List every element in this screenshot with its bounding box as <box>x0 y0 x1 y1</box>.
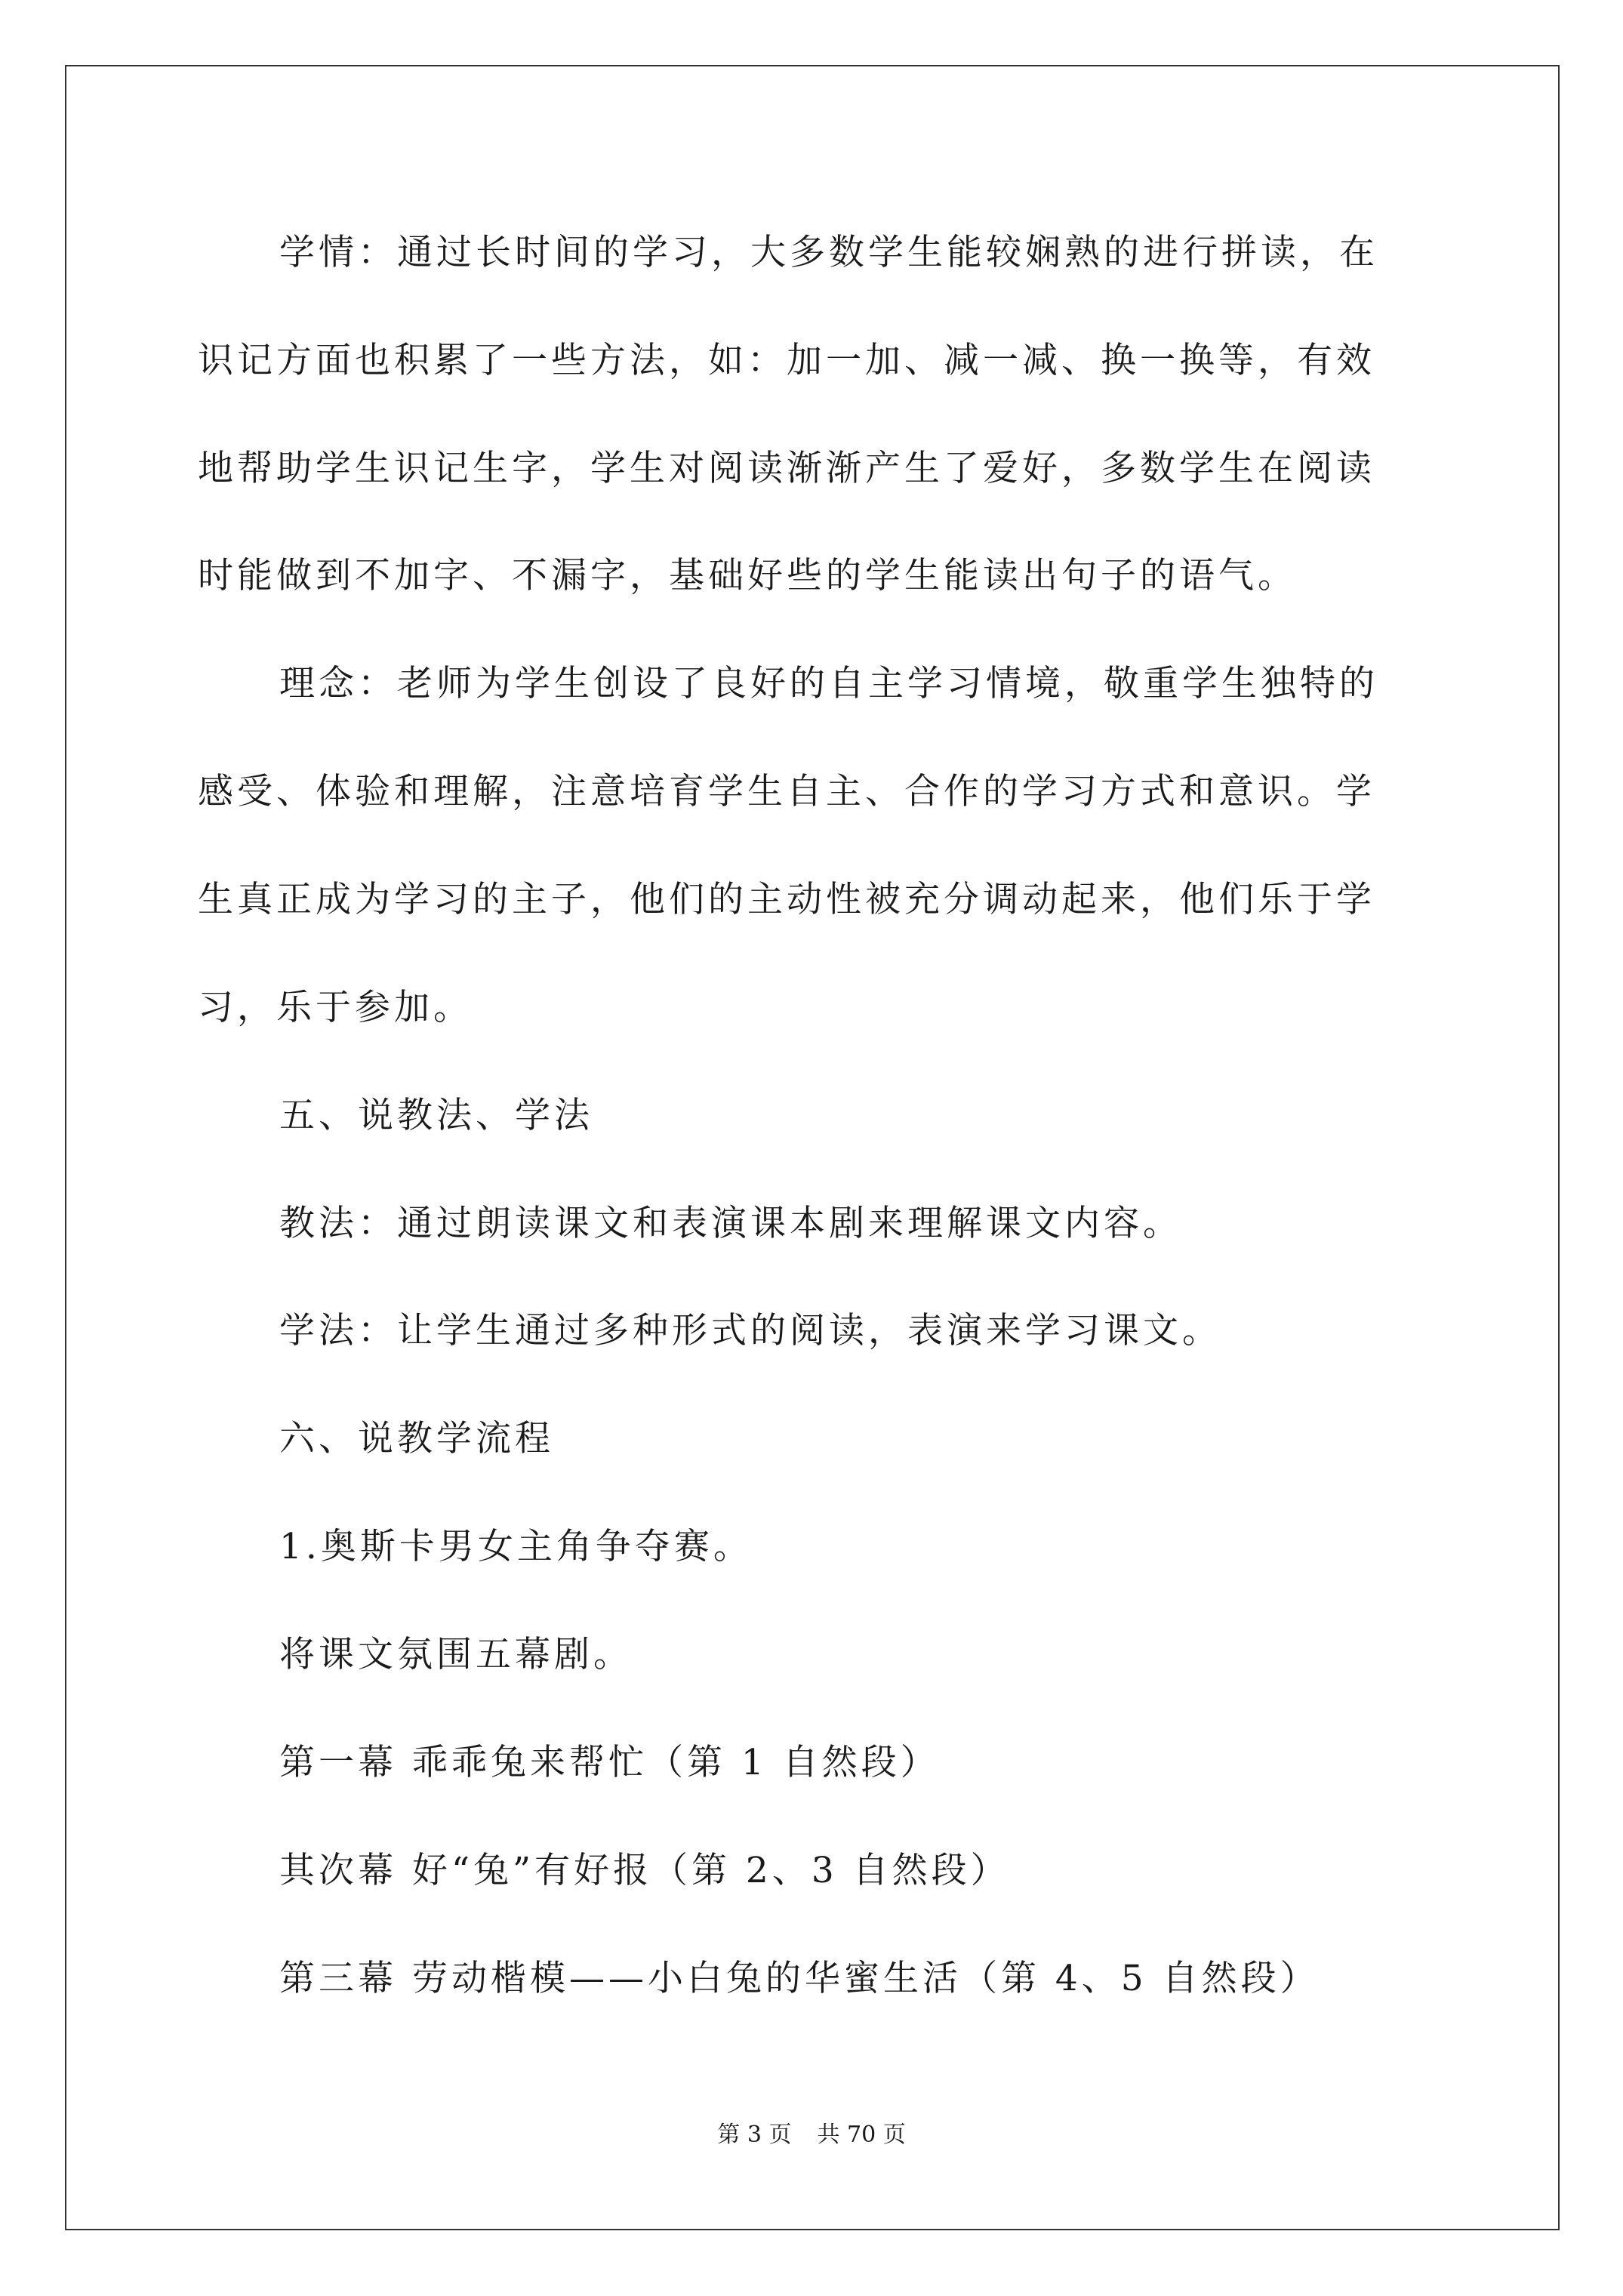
paragraph-linian-line-1: 理念：老师为学生创设了良好的自主学习情境，敬重学生独特的 <box>279 663 1378 704</box>
paragraph-linian-line-3: 生真正成为学习的主子，他们的主动性被充分调动起来，他们乐于学 <box>198 879 1375 920</box>
page-footer <box>0 2120 1623 2150</box>
paragraph-linian-line-4: 习，乐于参加。 <box>198 987 473 1028</box>
teaching-method-text: 教法：通过朗读课文和表演课本剧来理解课文内容。 <box>279 1203 1182 1244</box>
learning-method-text: 学法：让学生通过多种形式的阅读，表演来学习课文。 <box>279 1310 1221 1351</box>
page-border <box>65 65 1560 2230</box>
paragraph-xueqing-line-4: 时能做到不加字、不漏字，基础好些的学生能读出句子的语气。 <box>198 555 1297 596</box>
section-heading-6: 六、说教学流程 <box>279 1418 554 1459</box>
act-1-text: 第一幕 乖乖兔来帮忙（第 1 自然段） <box>279 1742 940 1783</box>
paragraph-xueqing-line-3: 地帮助学生识记生字，学生对阅读渐渐产生了爱好，多数学生在阅读 <box>198 448 1375 489</box>
paragraph-xueqing-line-1: 学情：通过长时间的学习，大多数学生能较娴熟的进行拼读，在 <box>279 232 1378 273</box>
act-2-text: 其次幕 好“兔”有好报（第 2、3 自然段） <box>279 1850 1010 1891</box>
paragraph-linian-line-2: 感受、体验和理解，注意培育学生自主、合作的学习方式和意识。学 <box>198 771 1375 812</box>
acts-intro-text: 将课文氛围五幕剧。 <box>279 1634 633 1675</box>
section-heading-5: 五、说教法、学法 <box>279 1095 593 1136</box>
list-item-1: 1.奥斯卡男女主角争夺赛。 <box>279 1526 753 1567</box>
paragraph-xueqing-line-2: 识记方面也积累了一些方法，如：加一加、减一减、换一换等，有效 <box>198 340 1375 381</box>
page-number: 第 3 页 <box>717 2122 792 2148</box>
page-total: 共 70 页 <box>817 2122 906 2148</box>
act-3-text: 第三幕 劳动楷模——小白兔的华蜜生活（第 4、5 自然段） <box>279 1958 1320 1999</box>
